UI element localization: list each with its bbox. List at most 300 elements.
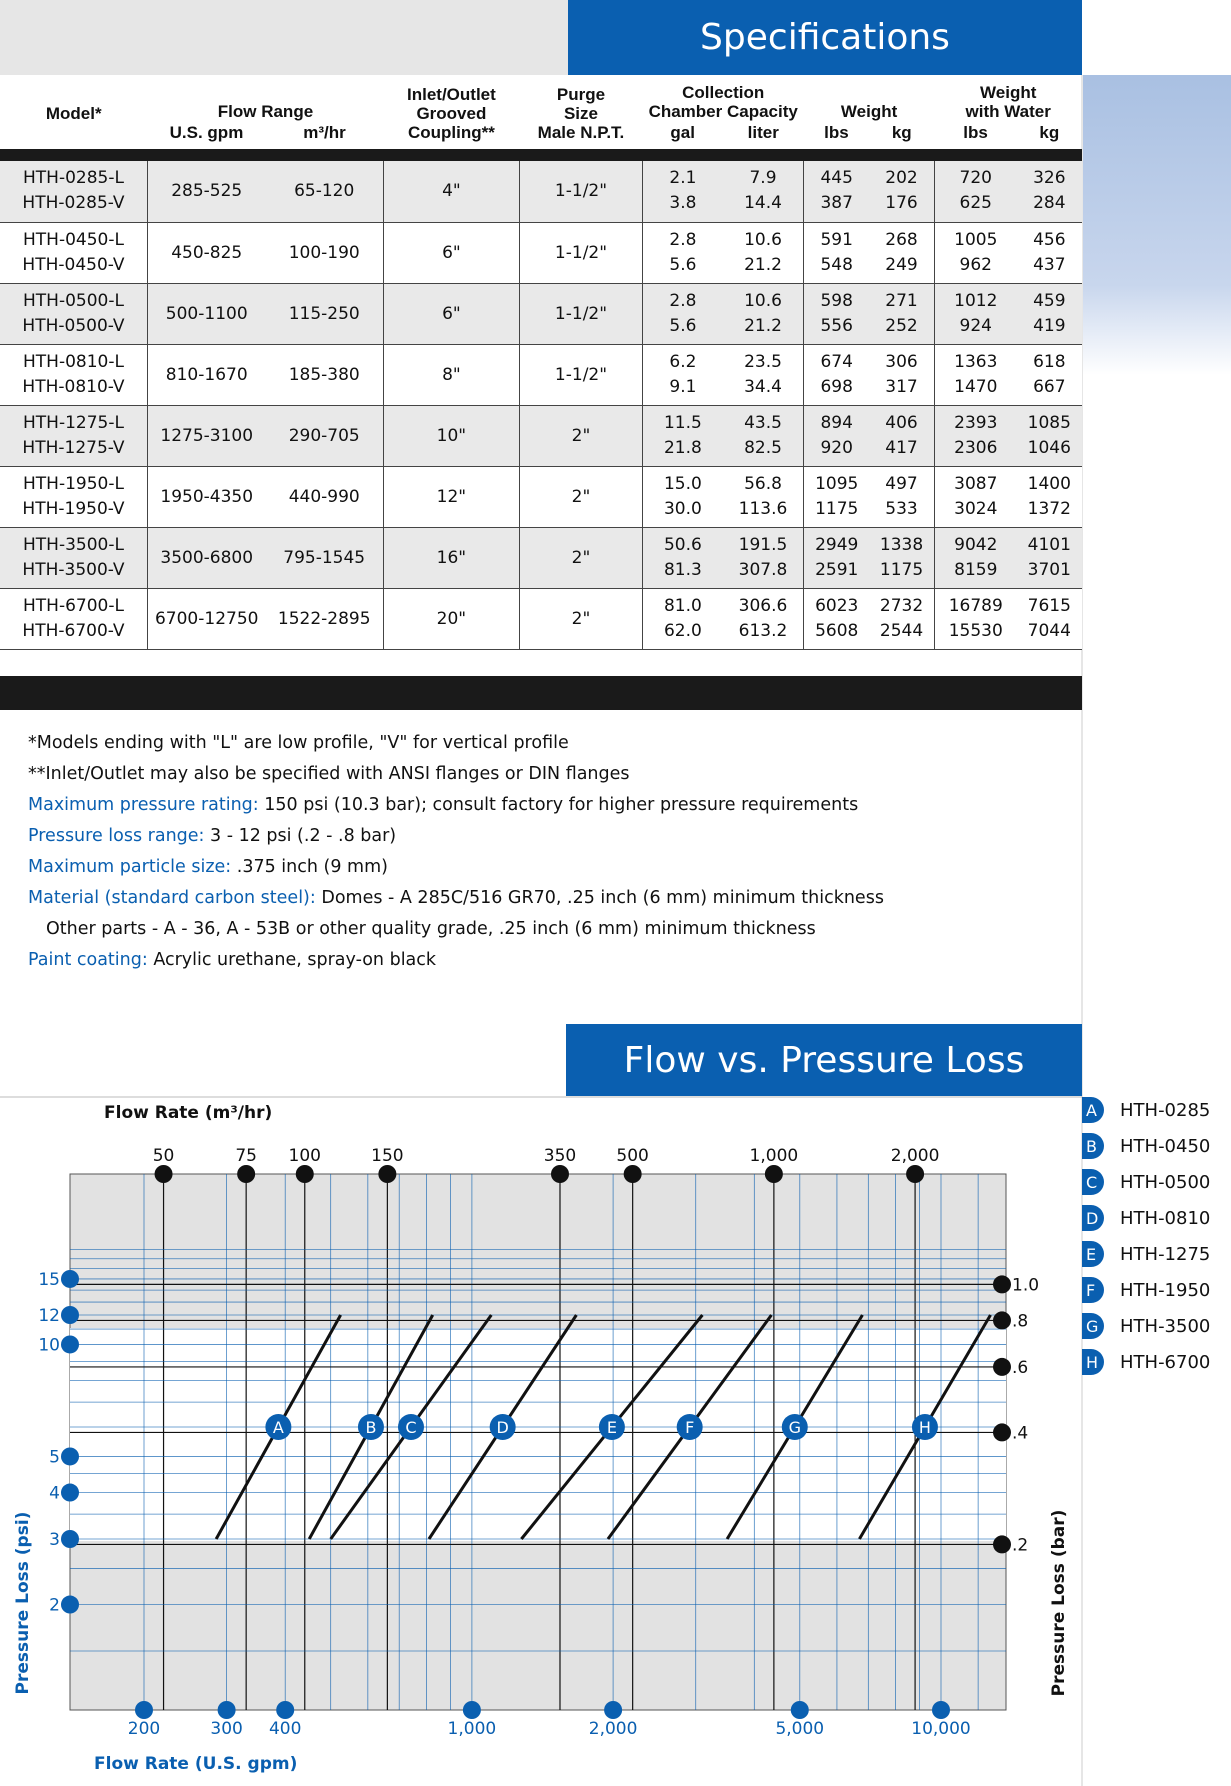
cell-liter-line: 23.5 — [744, 351, 782, 372]
col-liter: liter — [747, 123, 779, 142]
legend-item — [1082, 1169, 1210, 1195]
cell-purge: 2" — [519, 588, 642, 649]
legend-label: HTH-0285 — [1120, 1099, 1211, 1121]
cell-inlet: 20" — [383, 588, 519, 649]
col-weight: Weight — [840, 102, 898, 121]
cell-kg-water-line: 326 — [1033, 168, 1066, 189]
series-marker-label: D — [496, 1418, 509, 1437]
cell-m3hr: 65-120 — [265, 161, 383, 222]
cell-kg-water — [1017, 527, 1082, 588]
cell-lbs-water-line: 962 — [959, 254, 992, 275]
x-tick-label: 200 — [127, 1719, 161, 1739]
table-row — [0, 161, 1082, 222]
cell-kg — [869, 405, 934, 466]
cell-kg — [869, 466, 934, 527]
cell-lbs-water — [934, 466, 1016, 527]
cell-liter-line: 613.2 — [738, 620, 788, 641]
note-particle-size — [28, 852, 884, 883]
legend-item — [1082, 1205, 1210, 1231]
cell-inlet: 6" — [383, 222, 519, 283]
cell-liter-line: 21.2 — [744, 254, 782, 275]
cell-kg — [869, 222, 934, 283]
series-marker-label: E — [606, 1418, 617, 1437]
cell-us-gpm: 1275-3100 — [147, 405, 265, 466]
col-kg-water: kg — [1039, 123, 1060, 142]
legend-item — [1082, 1133, 1210, 1159]
x-tick-label: 400 — [268, 1719, 302, 1739]
cell-kg-line: 252 — [885, 315, 918, 336]
cell-kg-water-line: 1400 — [1027, 473, 1071, 494]
col-weight-water-line1: Weight — [980, 83, 1037, 102]
cell-lbs-line: 556 — [820, 315, 853, 336]
cell-kg-water-line: 7044 — [1027, 620, 1071, 641]
cell-inlet: 16" — [383, 527, 519, 588]
y-tick-dot — [61, 1335, 79, 1353]
legend-label: HTH-0810 — [1120, 1207, 1211, 1229]
col-inlet-line2: Grooved — [416, 103, 487, 123]
cell-m3hr: 795-1545 — [265, 527, 383, 588]
right-tick-dot — [993, 1358, 1011, 1376]
note-key: Pressure loss range: — [28, 826, 205, 846]
cell-kg — [869, 527, 934, 588]
cell-lbs — [804, 344, 869, 405]
cell-purge: 1-1/2" — [519, 344, 642, 405]
cell-model — [0, 222, 147, 283]
cell-model — [0, 344, 147, 405]
legend-letter: A — [1082, 1097, 1104, 1123]
legend-letter: F — [1082, 1277, 1104, 1303]
col-inlet-line1: Inlet/Outlet — [407, 84, 496, 104]
top-tick-dot — [551, 1165, 569, 1183]
cell-kg-line: 2544 — [879, 620, 924, 641]
cell-lbs-water — [934, 527, 1016, 588]
table-row — [0, 405, 1082, 466]
x-tick-dot — [463, 1701, 481, 1719]
note-other-parts: Other parts - A - 36, A - 53B or other quality grade, .25 inch (6 mm) minimum thickness — [46, 919, 816, 939]
cell-gal — [643, 405, 723, 466]
note-inlet: **Inlet/Outlet may also be specified with ANSI flanges or DIN flanges — [28, 764, 630, 784]
note-value: Domes - A 285C/516 GR70, .25 inch (6 mm) minimum thickness — [315, 888, 884, 908]
cell-liter — [723, 161, 804, 222]
cell-lbs-water — [934, 405, 1016, 466]
legend-letter: G — [1082, 1313, 1104, 1339]
top-tick-label: 150 — [371, 1146, 404, 1166]
cell-model-line: HTH-6700-L — [23, 595, 124, 616]
col-m3hr: m³/hr — [303, 123, 346, 142]
cell-lbs — [804, 283, 869, 344]
cell-lbs-water-line: 720 — [959, 168, 992, 189]
cell-kg-line: 417 — [885, 437, 918, 458]
top-tick-label: 350 — [543, 1146, 577, 1166]
table-bottom-bar — [0, 676, 1082, 710]
cell-lbs-line: 894 — [820, 412, 853, 433]
cell-kg-line: 1175 — [879, 559, 924, 580]
y-tick-dot — [61, 1270, 79, 1288]
cell-kg-water — [1017, 466, 1082, 527]
cell-model-line: HTH-0500-V — [22, 315, 125, 336]
col-collection-line1: Collection — [682, 83, 765, 102]
cell-model — [0, 527, 147, 588]
cell-inlet: 4" — [383, 161, 519, 222]
col-lbs: lbs — [824, 123, 849, 142]
series-marker-label: B — [365, 1418, 377, 1437]
top-tick-dot — [906, 1165, 924, 1183]
cell-lbs-line: 674 — [820, 351, 853, 372]
cell-kg-water-line: 667 — [1033, 376, 1066, 397]
cell-liter-line: 307.8 — [738, 559, 788, 580]
notes-block — [28, 728, 884, 976]
cell-purge: 1-1/2" — [519, 222, 642, 283]
x-tick-dot — [791, 1701, 809, 1719]
legend-letter: E — [1082, 1241, 1104, 1267]
cell-model-line: HTH-0450-V — [22, 254, 125, 275]
legend-label: HTH-6700 — [1120, 1351, 1211, 1373]
cell-kg — [869, 588, 934, 649]
x-tick-label: 5,000 — [775, 1719, 825, 1739]
y-tick-dot — [61, 1484, 79, 1502]
right-gradient-panel — [1082, 75, 1231, 375]
table-row — [0, 283, 1082, 344]
legend-label: HTH-0500 — [1120, 1171, 1211, 1193]
cell-inlet: 6" — [383, 283, 519, 344]
cell-lbs — [804, 161, 869, 222]
specifications-banner — [568, 0, 1082, 75]
col-lbs-water: lbs — [963, 123, 988, 142]
cell-lbs-line: 698 — [820, 376, 853, 397]
cell-lbs-water-line: 2306 — [954, 437, 998, 458]
plot-working-range — [70, 1328, 1006, 1541]
legend-item — [1082, 1241, 1210, 1267]
cell-kg-line: 497 — [885, 473, 918, 494]
cell-gal-line: 30.0 — [663, 498, 702, 519]
col-model: Model* — [45, 103, 102, 123]
cell-lbs-line: 5608 — [815, 620, 859, 641]
cell-inlet: 8" — [383, 344, 519, 405]
cell-liter — [723, 405, 804, 466]
note-value: Acrylic urethane, spray-on black — [147, 950, 437, 970]
cell-lbs-water-line: 1012 — [954, 290, 998, 311]
cell-model — [0, 466, 147, 527]
cell-kg — [869, 161, 934, 222]
cell-liter-line: 34.4 — [744, 376, 782, 397]
cell-purge: 1-1/2" — [519, 283, 642, 344]
cell-lbs-water-line: 9042 — [954, 534, 998, 555]
cell-lbs — [804, 222, 869, 283]
top-tick-dot — [378, 1165, 396, 1183]
cell-lbs-water — [934, 161, 1016, 222]
right-tick-dot — [993, 1535, 1011, 1553]
cell-m3hr: 440-990 — [265, 466, 383, 527]
note-pressure-loss — [28, 821, 884, 852]
cell-model-line: HTH-0810-L — [23, 351, 124, 372]
col-kg: kg — [891, 123, 912, 142]
cell-purge: 2" — [519, 466, 642, 527]
note-key: Material (standard carbon steel): — [28, 888, 316, 908]
y-tick-label: 5 — [49, 1447, 60, 1468]
y-tick-label: 3 — [49, 1530, 60, 1550]
cell-model-line: HTH-3500-L — [23, 534, 124, 555]
cell-kg-line: 2732 — [879, 595, 924, 616]
cell-liter-line: 21.2 — [744, 315, 782, 336]
table-body — [0, 161, 1082, 649]
col-weight-water-line2: with Water — [965, 102, 1051, 121]
header-gray-band — [0, 0, 568, 75]
cell-kg-water-line: 1085 — [1027, 412, 1071, 433]
cell-m3hr: 115-250 — [265, 283, 383, 344]
note-material — [28, 883, 884, 914]
cell-model-line: HTH-6700-V — [22, 620, 125, 641]
cell-kg-water-line: 419 — [1033, 315, 1066, 336]
x-tick-dot — [218, 1701, 236, 1719]
cell-kg-line: 406 — [885, 412, 918, 433]
cell-model-line: HTH-0285-L — [23, 168, 124, 189]
cell-liter-line: 306.6 — [738, 595, 788, 616]
x-tick-label: 2,000 — [588, 1719, 638, 1739]
cell-liter-line: 82.5 — [744, 437, 782, 458]
right-tick-dot — [993, 1275, 1011, 1293]
cell-lbs — [804, 405, 869, 466]
table-row — [0, 344, 1082, 405]
series-marker-label: C — [405, 1418, 417, 1437]
cell-kg-line: 202 — [885, 168, 918, 189]
right-tick-dot — [993, 1423, 1011, 1441]
x-tick-label: 1,000 — [447, 1719, 497, 1739]
cell-us-gpm: 450-825 — [147, 222, 265, 283]
cell-liter — [723, 588, 804, 649]
cell-us-gpm: 500-1100 — [147, 283, 265, 344]
note-value: 3 - 12 psi (.2 - .8 bar) — [204, 826, 397, 846]
cell-liter — [723, 283, 804, 344]
cell-us-gpm: 3500-6800 — [147, 527, 265, 588]
cell-lbs-line: 2591 — [815, 559, 859, 580]
cell-lbs-water-line: 625 — [959, 193, 992, 214]
series-marker-label: A — [272, 1418, 284, 1437]
cell-lbs-water-line: 1363 — [954, 351, 998, 372]
cell-lbs-line: 387 — [820, 193, 853, 214]
cell-liter — [723, 527, 804, 588]
top-tick-dot — [765, 1165, 783, 1183]
cell-model-line: HTH-1275-L — [23, 412, 124, 433]
col-weight-water — [934, 77, 1082, 121]
cell-kg — [869, 283, 934, 344]
note-key: Paint coating: — [28, 950, 148, 970]
col-inlet — [383, 77, 519, 149]
cell-gal-line: 11.5 — [663, 412, 702, 433]
top-tick-dot — [624, 1165, 642, 1183]
legend-letter: H — [1082, 1349, 1104, 1375]
cell-kg-line: 249 — [885, 254, 918, 275]
note-key: Maximum particle size: — [28, 857, 232, 877]
cell-model-line: HTH-3500-V — [22, 559, 125, 580]
note-value: 150 psi (10.3 bar); consult factory for higher pressure requirements — [258, 795, 859, 815]
top-tick-label: 75 — [235, 1146, 257, 1166]
cell-model-line: HTH-0810-V — [22, 376, 125, 397]
cell-liter — [723, 344, 804, 405]
cell-lbs-line: 598 — [820, 290, 853, 311]
table-row — [0, 222, 1082, 283]
cell-kg-water — [1017, 405, 1082, 466]
cell-liter-line: 10.6 — [744, 229, 782, 250]
cell-lbs-line: 6023 — [815, 595, 859, 616]
cell-lbs-water-line: 3087 — [954, 473, 998, 494]
cell-kg-line: 271 — [885, 290, 918, 311]
cell-lbs-water-line: 8159 — [954, 559, 998, 580]
right-tick-label: .6 — [1012, 1357, 1029, 1378]
cell-kg-line: 306 — [885, 351, 918, 372]
right-tick-label: .4 — [1012, 1423, 1029, 1444]
cell-kg — [869, 344, 934, 405]
cell-us-gpm: 285-525 — [147, 161, 265, 222]
cell-gal-line: 81.0 — [663, 595, 702, 616]
top-tick-label: 1,000 — [749, 1146, 799, 1166]
cell-lbs-water — [934, 344, 1016, 405]
series-marker-label: G — [788, 1418, 801, 1437]
cell-lbs-line: 548 — [820, 254, 853, 275]
cell-gal — [643, 466, 723, 527]
cell-kg-water — [1017, 344, 1082, 405]
cell-kg-water-line: 456 — [1033, 229, 1066, 250]
cell-kg-water-line: 284 — [1033, 193, 1066, 214]
cell-gal-line: 5.6 — [669, 315, 697, 336]
x-tick-dot — [604, 1701, 622, 1719]
legend-letter: D — [1082, 1205, 1104, 1231]
cell-kg-water-line: 437 — [1033, 254, 1066, 275]
cell-lbs-line: 591 — [820, 229, 853, 250]
y-tick-label: 2 — [49, 1595, 60, 1616]
cell-gal-line: 15.0 — [663, 473, 702, 494]
cell-kg-line: 268 — [885, 229, 918, 250]
note-value: .375 inch (9 mm) — [231, 857, 388, 877]
note-key: Maximum pressure rating: — [28, 795, 259, 815]
col-purge — [519, 77, 642, 149]
top-tick-dot — [155, 1165, 173, 1183]
cell-lbs-water-line: 16789 — [948, 595, 1003, 616]
legend-letter: B — [1082, 1133, 1104, 1159]
cell-gal — [643, 344, 723, 405]
top-tick-label: 500 — [616, 1146, 649, 1166]
cell-model — [0, 588, 147, 649]
col-collection-line2: Chamber Capacity — [648, 102, 798, 121]
cell-kg-water-line: 618 — [1033, 351, 1066, 372]
table-row — [0, 527, 1082, 588]
cell-liter-line: 14.4 — [744, 193, 782, 214]
cell-purge: 1-1/2" — [519, 161, 642, 222]
cell-gal-line: 62.0 — [663, 620, 702, 641]
cell-liter-line: 113.6 — [738, 498, 788, 519]
cell-model — [0, 283, 147, 344]
cell-gal — [643, 527, 723, 588]
cell-lbs-water-line: 924 — [959, 315, 992, 336]
specifications-title: Specifications — [700, 17, 950, 58]
cell-gal — [643, 588, 723, 649]
cell-lbs-water — [934, 283, 1016, 344]
cell-model-line: HTH-1950-V — [22, 498, 125, 519]
cell-m3hr: 185-380 — [265, 344, 383, 405]
top-tick-label: 50 — [152, 1146, 175, 1166]
y-tick-dot — [61, 1447, 79, 1465]
note-pressure-rating — [28, 790, 884, 821]
legend-label: HTH-3500 — [1120, 1315, 1211, 1337]
col-purge-line3: Male N.P.T. — [537, 122, 625, 142]
cell-gal-line: 2.1 — [669, 168, 697, 189]
cell-lbs-line: 920 — [820, 437, 853, 458]
cell-liter-line: 56.8 — [744, 473, 782, 494]
right-tick-dot — [993, 1311, 1011, 1329]
cell-model-line: HTH-1275-V — [22, 437, 125, 458]
cell-gal-line: 5.6 — [669, 254, 697, 275]
cell-lbs-water-line: 1005 — [954, 229, 998, 250]
cell-m3hr: 100-190 — [265, 222, 383, 283]
cell-kg-line: 317 — [885, 376, 918, 397]
legend-letter: C — [1082, 1169, 1104, 1195]
cell-liter-line: 43.5 — [744, 412, 782, 433]
specifications-table — [0, 77, 1082, 650]
cell-kg-water-line: 7615 — [1027, 595, 1071, 616]
y-tick-dot — [61, 1530, 79, 1548]
cell-us-gpm: 1950-4350 — [147, 466, 265, 527]
cell-model-line: HTH-0285-V — [22, 193, 125, 214]
cell-kg-line: 533 — [885, 498, 918, 519]
col-purge-line2: Size — [563, 103, 598, 123]
cell-lbs — [804, 466, 869, 527]
cell-lbs-water-line: 1470 — [954, 376, 998, 397]
flow-pressure-title: Flow vs. Pressure Loss — [623, 1039, 1025, 1081]
cell-gal-line: 2.8 — [669, 290, 697, 311]
cell-lbs-water-line: 15530 — [948, 620, 1003, 641]
y-tick-dot — [61, 1306, 79, 1324]
col-collection — [643, 77, 804, 121]
cell-gal — [643, 161, 723, 222]
col-us-gpm: U.S. gpm — [169, 123, 244, 142]
cell-liter — [723, 222, 804, 283]
cell-kg-water-line: 1046 — [1027, 437, 1071, 458]
x-tick-label: 10,000 — [911, 1719, 971, 1739]
right-tick-label: .2 — [1012, 1535, 1029, 1556]
cell-lbs-water — [934, 588, 1016, 649]
cell-us-gpm: 6700-12750 — [147, 588, 265, 649]
top-tick-dot — [237, 1165, 255, 1183]
cell-gal-line: 81.3 — [663, 559, 702, 580]
y-tick-dot — [61, 1596, 79, 1614]
cell-lbs-water-line: 2393 — [954, 412, 998, 433]
cell-model — [0, 405, 147, 466]
col-flow-range: Flow Range — [217, 102, 314, 121]
legend-label: HTH-1950 — [1120, 1279, 1211, 1301]
cell-gal-line: 2.8 — [669, 229, 697, 250]
legend-item — [1082, 1277, 1210, 1303]
y-tick-label: 12 — [38, 1306, 60, 1326]
cell-liter-line: 7.9 — [749, 168, 777, 189]
cell-kg-water-line: 459 — [1033, 290, 1066, 311]
right-axis-label: Pressure Loss (bar) — [1049, 1509, 1069, 1697]
cell-lbs-line: 445 — [820, 168, 853, 189]
cell-kg-water — [1017, 222, 1082, 283]
right-tick-label: .8 — [1012, 1311, 1029, 1332]
x-tick-dot — [135, 1701, 153, 1719]
legend-item — [1082, 1313, 1210, 1339]
cell-gal — [643, 222, 723, 283]
x-axis-label: Flow Rate (U.S. gpm) — [94, 1754, 298, 1774]
cell-gal — [643, 283, 723, 344]
cell-gal-line: 9.1 — [669, 376, 697, 397]
cell-inlet: 10" — [383, 405, 519, 466]
cell-m3hr: 1522-2895 — [265, 588, 383, 649]
cell-inlet: 12" — [383, 466, 519, 527]
note-paint — [28, 945, 884, 976]
flow-pressure-banner — [566, 1024, 1082, 1096]
legend-label: HTH-0450 — [1120, 1135, 1211, 1157]
cell-kg-water — [1017, 161, 1082, 222]
